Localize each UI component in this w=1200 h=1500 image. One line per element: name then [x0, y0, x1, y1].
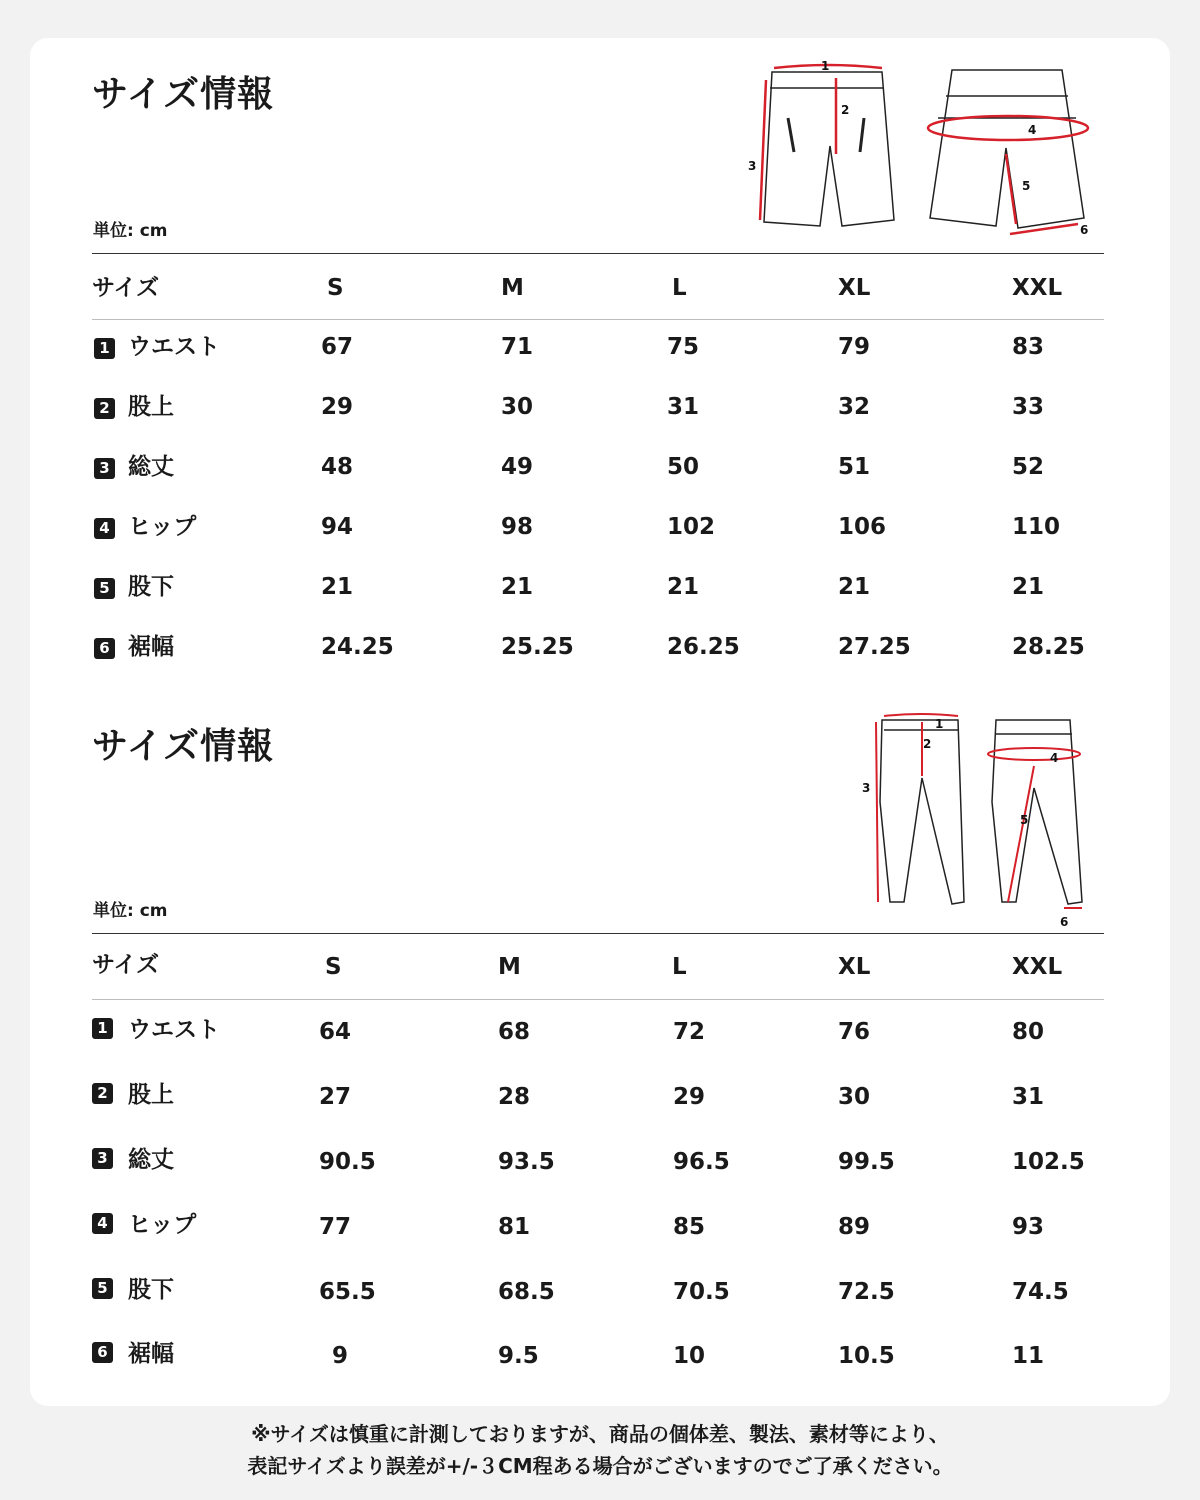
cell-l: 85 — [673, 1214, 706, 1240]
marker-1: 1 — [935, 717, 944, 731]
header-l: L — [672, 954, 687, 980]
cell-xl: 32 — [838, 394, 871, 420]
cell-m: 68 — [498, 1019, 531, 1045]
cell-xxl: 102.5 — [1012, 1149, 1085, 1175]
cell-s: 21 — [321, 574, 354, 600]
row-label: 股下 — [128, 1277, 174, 1303]
size-chart-card — [30, 38, 1170, 1406]
cell-l: 26.25 — [667, 634, 740, 660]
row-number-badge: 4 — [92, 1213, 113, 1234]
cell-m: 9.5 — [498, 1343, 539, 1369]
cell-m: 98 — [501, 514, 534, 540]
cell-m: 68.5 — [498, 1279, 555, 1305]
row-label: 股上 — [128, 1082, 174, 1108]
cell-m: 28 — [498, 1084, 531, 1110]
cell-xl: 79 — [838, 334, 871, 360]
cell-l: 31 — [667, 394, 700, 420]
cell-xxl: 74.5 — [1012, 1279, 1069, 1305]
cell-m: 93.5 — [498, 1149, 555, 1175]
leggings-measurement-diagram — [860, 712, 1090, 934]
row-number-badge: 1 — [94, 338, 115, 359]
marker-5: 5 — [1020, 813, 1029, 827]
cell-xl: 30 — [838, 1084, 871, 1110]
unit-label: 単位: cm — [93, 901, 168, 921]
cell-xl: 89 — [838, 1214, 871, 1240]
cell-s: 27 — [319, 1084, 352, 1110]
row-label: 股上 — [128, 394, 174, 420]
row-label: 裾幅 — [128, 634, 174, 660]
size-section-shorts — [30, 38, 1170, 698]
disclaimer-line: ※サイズは慎重に計測しておりますが、商品の個体差、製法、素材等により、 — [251, 1422, 949, 1446]
cell-xxl: 83 — [1012, 334, 1045, 360]
row-label: ウエスト — [128, 334, 220, 360]
header-xl: XL — [838, 954, 871, 980]
section-title: サイズ情報 — [92, 74, 275, 115]
row-label: 総丈 — [128, 1147, 174, 1173]
table-top-rule — [92, 253, 1104, 254]
row-number-badge: 6 — [94, 638, 115, 659]
cell-s: 48 — [321, 454, 354, 480]
cell-s: 67 — [321, 334, 354, 360]
cell-l: 72 — [673, 1019, 706, 1045]
header-s: S — [325, 954, 342, 980]
cell-m: 81 — [498, 1214, 531, 1240]
shorts-front-icon — [764, 72, 894, 226]
cell-xl: 27.25 — [838, 634, 911, 660]
section-title: サイズ情報 — [92, 726, 275, 767]
cell-m: 71 — [501, 334, 534, 360]
marker-3: 3 — [748, 159, 757, 173]
cell-l: 50 — [667, 454, 700, 480]
cell-xxl: 93 — [1012, 1214, 1045, 1240]
disclaimer-line: 表記サイズより誤差が+/-３CM程ある場合がございますのでご了承ください。 — [247, 1454, 953, 1478]
row-number-badge: 6 — [92, 1342, 113, 1363]
cell-xxl: 28.25 — [1012, 634, 1085, 660]
cell-xl: 51 — [838, 454, 871, 480]
table-top-rule — [92, 933, 1104, 934]
cell-l: 102 — [667, 514, 716, 540]
marker-1: 1 — [821, 59, 830, 73]
cell-xl: 21 — [838, 574, 871, 600]
cell-s: 94 — [321, 514, 354, 540]
cell-s: 29 — [321, 394, 354, 420]
cell-l: 75 — [667, 334, 700, 360]
cell-l: 70.5 — [673, 1279, 730, 1305]
cell-m: 21 — [501, 574, 534, 600]
shorts-measurement-diagram — [748, 58, 1098, 243]
header-xxl: XXL — [1012, 275, 1063, 301]
marker-6: 6 — [1060, 915, 1069, 929]
cell-s: 77 — [319, 1214, 352, 1240]
marker-4: 4 — [1050, 751, 1059, 765]
header-size: サイズ — [92, 952, 160, 978]
row-label: 総丈 — [128, 454, 174, 480]
cell-xxl: 31 — [1012, 1084, 1045, 1110]
table-header-rule — [92, 999, 1104, 1000]
marker-4: 4 — [1028, 123, 1037, 137]
header-l: L — [672, 275, 687, 301]
cell-m: 49 — [501, 454, 534, 480]
cell-xxl: 33 — [1012, 394, 1045, 420]
row-label: 股下 — [128, 574, 174, 600]
row-number-badge: 2 — [94, 398, 115, 419]
cell-xl: 72.5 — [838, 1279, 895, 1305]
marker-6: 6 — [1080, 223, 1089, 237]
row-label: ウエスト — [128, 1017, 220, 1043]
cell-xxl: 110 — [1012, 514, 1061, 540]
cell-l: 21 — [667, 574, 700, 600]
header-m: M — [501, 275, 524, 301]
cell-xxl: 11 — [1012, 1343, 1045, 1369]
cell-s: 24.25 — [321, 634, 394, 660]
header-xl: XL — [838, 275, 871, 301]
disclaimer-note — [0, 1418, 1200, 1482]
header-m: M — [498, 954, 521, 980]
cell-s: 9 — [332, 1343, 349, 1369]
cell-s: 90.5 — [319, 1149, 376, 1175]
row-number-badge: 5 — [94, 578, 115, 599]
cell-l: 10 — [673, 1343, 706, 1369]
unit-label: 単位: cm — [93, 221, 168, 241]
header-s: S — [327, 275, 344, 301]
row-label: 裾幅 — [128, 1341, 174, 1367]
cell-xl: 99.5 — [838, 1149, 895, 1175]
marker-3: 3 — [862, 781, 871, 795]
cell-xxl: 21 — [1012, 574, 1045, 600]
marker-2: 2 — [841, 103, 850, 117]
cell-m: 30 — [501, 394, 534, 420]
cell-xl: 106 — [838, 514, 887, 540]
row-label: ヒップ — [128, 514, 197, 540]
size-section-leggings — [30, 698, 1170, 1406]
row-number-badge: 1 — [92, 1018, 113, 1039]
table-header-rule — [92, 319, 1104, 320]
cell-xxl: 80 — [1012, 1019, 1045, 1045]
header-xxl: XXL — [1012, 954, 1063, 980]
row-number-badge: 4 — [94, 518, 115, 539]
row-label: ヒップ — [128, 1212, 197, 1238]
cell-xxl: 52 — [1012, 454, 1045, 480]
cell-l: 29 — [673, 1084, 706, 1110]
cell-l: 96.5 — [673, 1149, 730, 1175]
cell-xl: 76 — [838, 1019, 871, 1045]
marker-2: 2 — [923, 737, 932, 751]
shorts-back-icon — [930, 70, 1084, 228]
row-number-badge: 3 — [92, 1148, 113, 1169]
cell-s: 65.5 — [319, 1279, 376, 1305]
cell-m: 25.25 — [501, 634, 574, 660]
cell-xl: 10.5 — [838, 1343, 895, 1369]
marker-5: 5 — [1022, 179, 1031, 193]
row-number-badge: 5 — [92, 1278, 113, 1299]
row-number-badge: 3 — [94, 458, 115, 479]
cell-s: 64 — [319, 1019, 352, 1045]
row-number-badge: 2 — [92, 1083, 113, 1104]
header-size: サイズ — [92, 275, 160, 301]
